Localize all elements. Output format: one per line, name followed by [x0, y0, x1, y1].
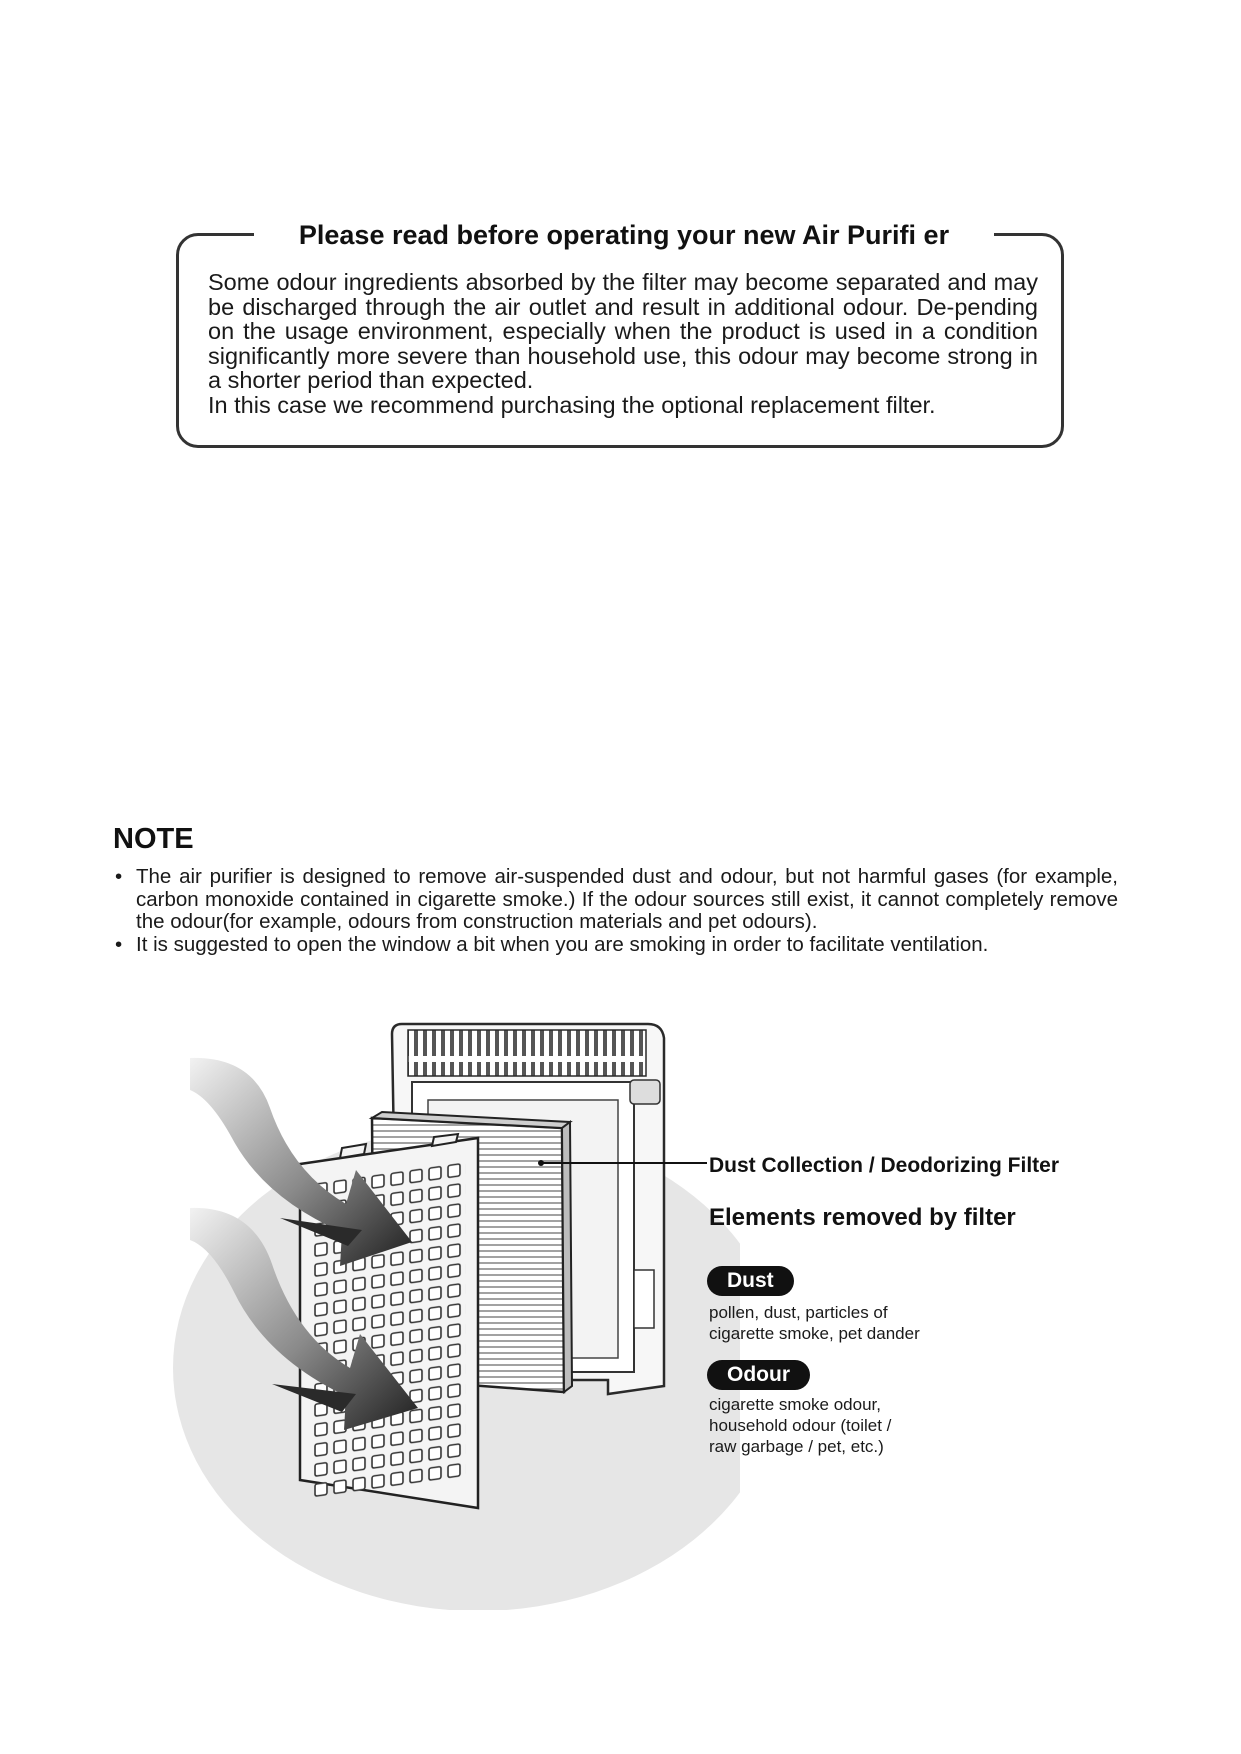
odour-badge: Odour: [707, 1360, 810, 1390]
description-line: cigarette smoke, pet dander: [709, 1324, 920, 1343]
dust-badge: Dust: [707, 1266, 794, 1296]
air-purifier-illustration: [160, 1020, 740, 1610]
notice-paragraph: Some odour ingredients absorbed by the filter may become separated and may be discharged through the air outlet and result in additional odour. De-pending on the usage environment, especially when the product is used in a condition significantly more severe than household use, this odour may become strong in a shorter period than expected.: [208, 269, 1038, 393]
dust-description: [709, 1302, 920, 1344]
bullet: •: [115, 865, 123, 888]
notice-body: [208, 270, 1038, 417]
odour-description: [709, 1394, 891, 1457]
description-line: pollen, dust, particles of: [709, 1303, 888, 1322]
note-item: [113, 866, 1118, 934]
description-line: raw garbage / pet, etc.): [709, 1437, 884, 1456]
description-line: household odour (toilet /: [709, 1416, 892, 1435]
notice-paragraph: In this case we recommend purchasing the optional replacement filter.: [208, 391, 936, 418]
note-item-text: The air purifier is designed to remove air-suspended dust and odour, but not harmful gases (for example, carbon monoxide contained in cigarette smoke.) If the odour sources still exist, it cannot completely remove the odour(for example, odours from construction materials and pet odours).: [136, 865, 1118, 933]
bullet: •: [115, 932, 123, 956]
note-list: [113, 866, 1118, 956]
filter-label: Dust Collection / Deodorizing Filter: [709, 1154, 1060, 1177]
note-item-text: It is suggested to open the window a bit when you are smoking in order to facilitate ventilation.: [136, 932, 989, 956]
elements-heading: Elements removed by filter: [709, 1204, 1016, 1231]
description-line: cigarette smoke odour,: [709, 1395, 881, 1414]
note-item: [113, 934, 1118, 957]
note-heading: NOTE: [113, 823, 194, 855]
notice-title: Please read before operating your new Air Purifi er: [254, 218, 994, 252]
pre-filter: [300, 1134, 478, 1508]
